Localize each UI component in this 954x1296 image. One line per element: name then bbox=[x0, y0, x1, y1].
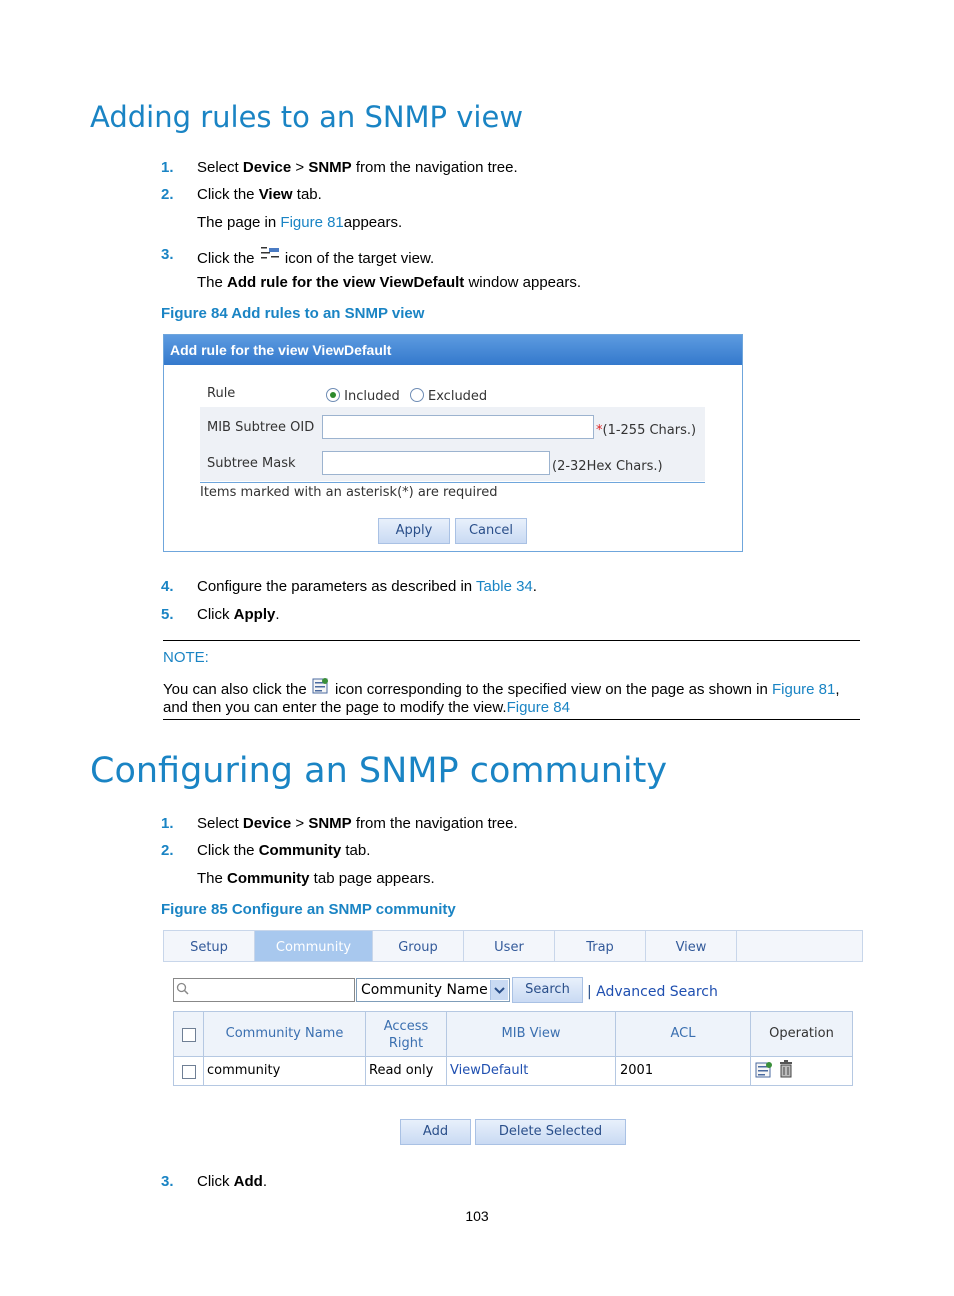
row-checkbox[interactable] bbox=[182, 1065, 196, 1079]
step-text: . bbox=[532, 578, 537, 595]
note-text: You can also click the bbox=[163, 681, 311, 698]
step-bold: Device bbox=[242, 815, 292, 832]
step-text: Click the bbox=[197, 186, 259, 203]
rule-list-icon bbox=[259, 246, 281, 264]
delete-selected-button[interactable]: Delete Selected bbox=[475, 1119, 626, 1145]
delete-trash-icon[interactable] bbox=[778, 1059, 794, 1083]
step-4 bbox=[161, 578, 537, 595]
step-number: 2. bbox=[161, 186, 174, 203]
separator: | bbox=[587, 984, 592, 1000]
dropdown-arrow-icon[interactable] bbox=[490, 980, 508, 1000]
tab-community[interactable]: Community bbox=[255, 931, 373, 961]
tab-view[interactable]: View bbox=[646, 931, 737, 961]
step-bold: Community bbox=[227, 870, 310, 887]
step-5 bbox=[161, 606, 280, 623]
included-label: Included bbox=[344, 389, 400, 404]
step-text: > bbox=[291, 159, 309, 176]
note-text: icon corresponding to the specified view on the page as shown in bbox=[335, 681, 772, 698]
note-text: and then you can enter the page to modify the view. bbox=[163, 699, 507, 716]
add-rule-dialog bbox=[163, 334, 743, 552]
included-radio[interactable] bbox=[326, 388, 340, 402]
search-box[interactable] bbox=[173, 978, 355, 1002]
step-3-result bbox=[197, 274, 581, 291]
mask-label: Subtree Mask bbox=[207, 456, 296, 471]
step-bold: Community bbox=[258, 842, 342, 859]
step-text: Click bbox=[197, 606, 234, 623]
step-text: . bbox=[275, 606, 280, 623]
step-text: tab page appears. bbox=[309, 870, 435, 887]
step-text: from the navigation tree. bbox=[351, 159, 518, 176]
dialog-title: Add rule for the view ViewDefault bbox=[164, 335, 742, 365]
divider bbox=[200, 482, 705, 483]
step-1 bbox=[161, 815, 518, 832]
step-text: > bbox=[291, 815, 309, 832]
select-all-checkbox[interactable] bbox=[182, 1028, 196, 1042]
figure-81-link[interactable]: Figure 81 bbox=[280, 214, 344, 231]
step-3 bbox=[161, 246, 435, 267]
select-value: Community Name bbox=[361, 982, 488, 998]
advanced-search-area bbox=[587, 984, 718, 1000]
note-text: , bbox=[835, 681, 840, 698]
step-bold: SNMP bbox=[308, 159, 352, 176]
step-text: icon of the target view. bbox=[284, 250, 435, 267]
cancel-button[interactable]: Cancel bbox=[455, 518, 527, 544]
cell-access-right: Read only bbox=[369, 1063, 434, 1078]
figure-81-link[interactable]: Figure 81 bbox=[772, 681, 836, 698]
tab-group[interactable]: Group bbox=[373, 931, 464, 961]
cell-acl: 2001 bbox=[620, 1063, 654, 1078]
step-number: 1. bbox=[161, 815, 174, 832]
step-text: Click the bbox=[197, 842, 259, 859]
oid-hint bbox=[596, 423, 696, 438]
step-text: Select bbox=[197, 815, 243, 832]
excluded-label: Excluded bbox=[428, 389, 488, 404]
snmp-tab-bar bbox=[163, 930, 863, 962]
add-button[interactable]: Add bbox=[400, 1119, 471, 1145]
header-community-name[interactable]: Community Name bbox=[225, 1026, 344, 1041]
subtree-mask-input[interactable] bbox=[322, 451, 550, 475]
rule-options bbox=[326, 388, 487, 404]
edit-view-icon bbox=[311, 677, 331, 695]
community-table bbox=[173, 1011, 853, 1086]
apply-button[interactable]: Apply bbox=[378, 518, 450, 544]
cell-community-name: community bbox=[207, 1063, 281, 1078]
header-mib-view[interactable]: MIB View bbox=[501, 1026, 561, 1041]
step-number: 2. bbox=[161, 842, 174, 859]
step-text: Click the bbox=[197, 250, 259, 267]
step-text: . bbox=[262, 1173, 268, 1190]
note-line-2 bbox=[163, 699, 570, 716]
step-text: appears. bbox=[343, 214, 403, 231]
header-access-right[interactable] bbox=[366, 1018, 446, 1052]
note-bottom-rule bbox=[163, 719, 860, 720]
step-bold: Apply bbox=[233, 606, 276, 623]
table-34-link[interactable]: Table 34 bbox=[476, 578, 533, 595]
mask-hint: (2-32Hex Chars.) bbox=[552, 459, 663, 474]
required-note: Items marked with an asterisk(*) are required bbox=[200, 485, 498, 500]
step-2-result bbox=[197, 214, 402, 231]
step-1 bbox=[161, 159, 518, 176]
step-bold: View bbox=[258, 186, 293, 203]
step-bold: Add bbox=[233, 1173, 263, 1190]
step-number: 3. bbox=[161, 1173, 174, 1190]
step-text: tab. bbox=[292, 186, 322, 203]
oid-hint-text: (1-255 Chars.) bbox=[602, 423, 697, 438]
figure-84-link[interactable]: Figure 84 bbox=[506, 699, 570, 716]
step-2 bbox=[161, 186, 322, 203]
edit-community-icon[interactable] bbox=[754, 1060, 774, 1084]
tab-user[interactable]: User bbox=[464, 931, 555, 961]
header-access-line1: Access bbox=[383, 1019, 429, 1034]
step-2 bbox=[161, 842, 371, 859]
step-text: Select bbox=[197, 159, 243, 176]
oid-label: MIB Subtree OID bbox=[207, 420, 315, 435]
tab-trap[interactable]: Trap bbox=[555, 931, 646, 961]
step-2-result bbox=[197, 870, 435, 887]
header-access-line2: Right bbox=[388, 1036, 424, 1051]
step-bold: SNMP bbox=[308, 815, 352, 832]
step-text: window appears. bbox=[464, 274, 582, 291]
step-text: tab. bbox=[341, 842, 371, 859]
step-number: 3. bbox=[161, 246, 174, 263]
excluded-radio[interactable] bbox=[410, 388, 424, 402]
header-acl[interactable]: ACL bbox=[670, 1026, 696, 1041]
rule-label: Rule bbox=[207, 386, 236, 401]
step-bold: Add rule for the view ViewDefault bbox=[227, 274, 465, 291]
note-top-rule bbox=[163, 640, 860, 641]
step-3 bbox=[161, 1173, 268, 1190]
required-asterisk: * bbox=[596, 423, 603, 438]
advanced-search-link[interactable]: Advanced Search bbox=[596, 984, 718, 1000]
note-line-1 bbox=[163, 677, 840, 698]
step-number: 1. bbox=[161, 159, 174, 176]
cell-mib-view-link[interactable]: ViewDefault bbox=[450, 1063, 529, 1078]
step-bold: Device bbox=[242, 159, 292, 176]
search-button[interactable]: Search bbox=[512, 977, 583, 1003]
step-text: The bbox=[197, 870, 228, 887]
tab-setup[interactable]: Setup bbox=[164, 931, 255, 961]
step-number: 4. bbox=[161, 578, 174, 595]
page-number: 103 bbox=[465, 1208, 489, 1224]
figure-85-caption: Figure 85 Configure an SNMP community bbox=[161, 901, 456, 918]
step-text: Configure the parameters as described in bbox=[197, 578, 477, 595]
search-field-select[interactable] bbox=[356, 978, 510, 1002]
step-text: from the navigation tree. bbox=[351, 815, 518, 832]
step-text: The page in bbox=[197, 214, 281, 231]
search-magnifier-icon bbox=[176, 982, 190, 1000]
note-label: NOTE: bbox=[163, 649, 209, 666]
figure-84-caption: Figure 84 Add rules to an SNMP view bbox=[161, 305, 425, 322]
table-row bbox=[174, 1057, 852, 1085]
step-number: 5. bbox=[161, 606, 174, 623]
header-operation: Operation bbox=[769, 1026, 834, 1041]
mib-subtree-oid-input[interactable] bbox=[322, 415, 594, 439]
section-title-adding-rules: Adding rules to an SNMP view bbox=[90, 100, 524, 134]
section-title-configuring-community: Configuring an SNMP community bbox=[90, 751, 668, 791]
step-text: Click bbox=[197, 1173, 234, 1190]
step-text: The bbox=[197, 274, 228, 291]
